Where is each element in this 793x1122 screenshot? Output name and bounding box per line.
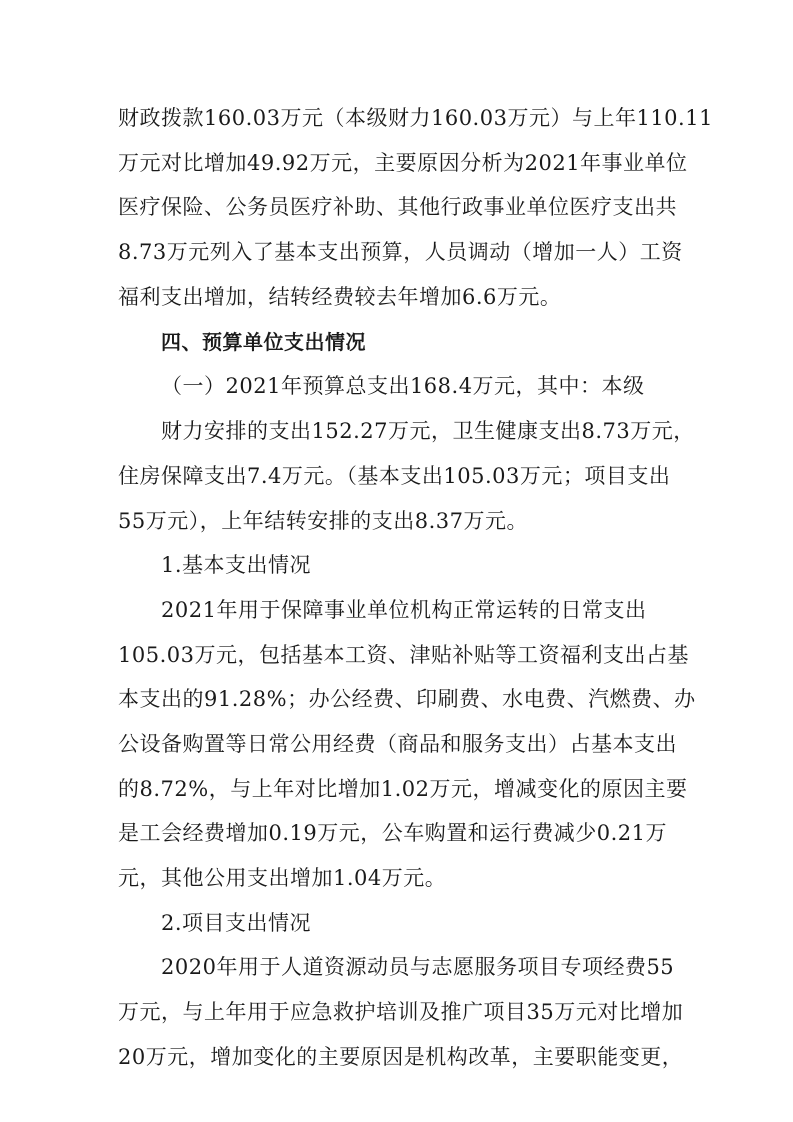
paragraph-2-line-1: （一）2021年预算总支出168.4万元，其中：本级 <box>161 374 645 398</box>
paragraph-1-line-5: 福利支出增加，结转经费较去年增加6.6万元。 <box>118 285 562 309</box>
section-heading: 四、预算单位支出情况 <box>161 330 366 354</box>
paragraph-1-line-4: 8.73万元列入了基本支出预算，人员调动（增加一人）工资 <box>118 240 683 264</box>
subheading-project-expenditure: 2.项目支出情况 <box>161 911 312 935</box>
paragraph-3-line-5: 的8.72%，与上年对比增加1.02万元，增减变化的原因主要 <box>118 777 688 801</box>
subheading-basic-expenditure: 1.基本支出情况 <box>161 553 312 577</box>
paragraph-4-line-1: 2020年用于人道资源动员与志愿服务项目专项经费55 <box>161 955 675 979</box>
paragraph-3-line-4: 公设备购置等日常公用经费（商品和服务支出）占基本支出 <box>118 732 677 756</box>
paragraph-4-line-3: 20万元，增加变化的主要原因是机构改革，主要职能变更， <box>118 1045 684 1069</box>
paragraph-3-line-6: 是工会经费增加0.19万元，公车购置和运行费减少0.21万 <box>118 821 668 845</box>
paragraph-3-line-3: 本支出的91.28%；办公经费、印刷费、水电费、汽燃费、办 <box>118 687 696 711</box>
paragraph-1-line-2: 万元对比增加49.92万元，主要原因分析为2021年事业单位 <box>118 151 688 175</box>
paragraph-4-line-2: 万元，与上年用于应急救护培训及推广项目35万元对比增加 <box>118 1000 684 1024</box>
paragraph-3-line-2: 105.03万元，包括基本工资、津贴补贴等工资福利支出占基 <box>118 643 689 667</box>
paragraph-1-line-3: 医疗保险、公务员医疗补助、其他行政事业单位医疗支出共 <box>118 195 677 219</box>
paragraph-2-line-3: 住房保障支出7.4万元。（基本支出105.03万元；项目支出 <box>118 464 671 488</box>
paragraph-3-line-1: 2021年用于保障事业单位机构正常运转的日常支出 <box>161 598 647 622</box>
paragraph-1-line-1: 财政拨款160.03万元（本级财力160.03万元）与上年110.11 <box>118 106 713 130</box>
paragraph-2-line-4: 55万元），上年结转安排的支出8.37万元。 <box>118 509 528 533</box>
paragraph-2-line-2: 财力安排的支出152.27万元，卫生健康支出8.73万元， <box>161 419 695 443</box>
paragraph-3-line-7: 元，其他公用支出增加1.04万元。 <box>118 866 447 890</box>
